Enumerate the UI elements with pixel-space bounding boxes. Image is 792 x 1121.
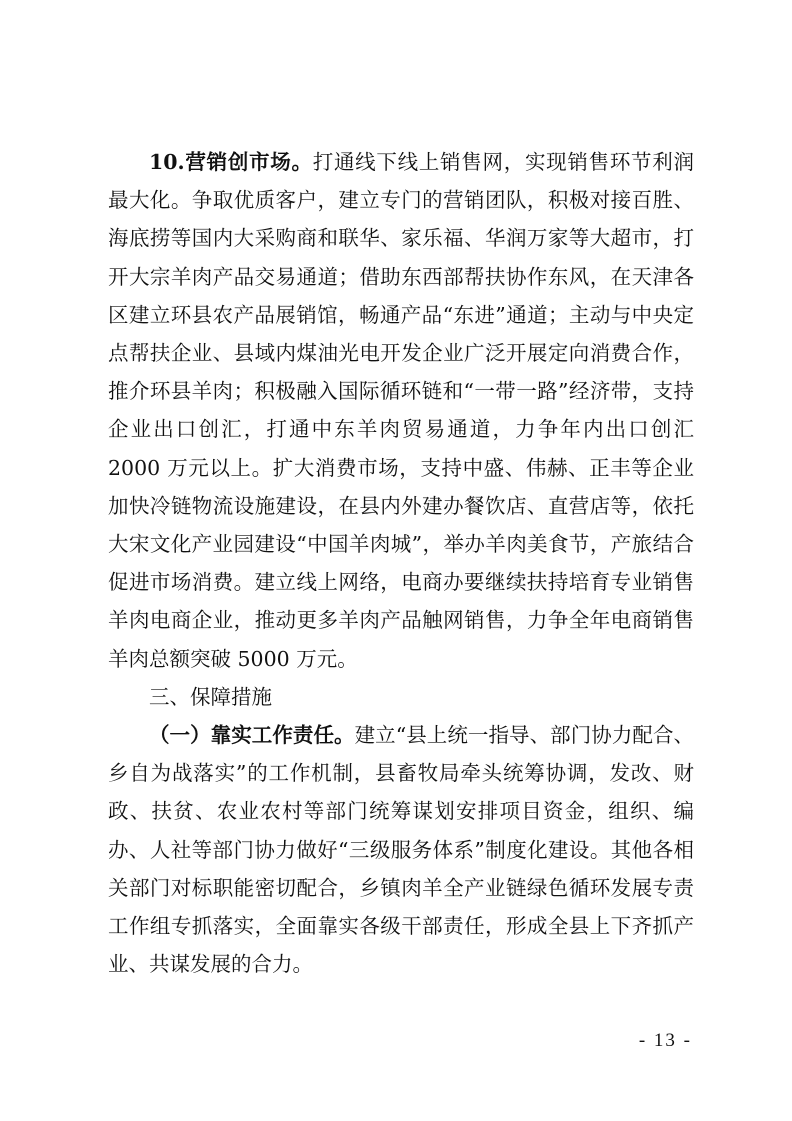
paragraph-marketing	[108, 143, 694, 678]
page-number: - 13 -	[638, 1030, 692, 1051]
paragraph-lead-responsibility: （一）靠实工作责任。	[149, 723, 355, 748]
paragraph-responsibility	[108, 716, 694, 983]
paragraph-text-marketing: 打通线下线上销售网，实现销售环节利润最大化。争取优质客户，建立专门的营销团队，积极对接百胜、海底捞等国内大采购商和联华、家乐福、华润万家等大超市，打开大宗羊肉产品交易通道；借助东西部帮扶协作东风，在天津各区建立环县农产品展销馆，畅通产品“东进”通道；主动与中央定点帮扶企业、县域内煤油光电开发企业广泛开展定向消费合作，推介环县羊肉；积极融入国际循环链和“一带一路”经济带，支持企业出口创汇，打通中东羊肉贸易通道，力争年内出口创汇 2000 万元以上。扩大消费市场，支持中盛、伟赫、正丰等企业加快冷链物流设施建设，在县内外建办餐饮店、直营店等，依托大宋文化产业园建设“中国羊肉城”，举办羊肉美食节，产旅结合促进市场消费。建立线上网络，电商办要继续扶持培育专业销售羊肉电商企业，推动更多羊肉产品触网销售，力争全年电商销售羊肉总额突破 5000 万元。	[108, 150, 694, 671]
paragraph-lead-marketing: 10.营销创市场。	[149, 150, 313, 174]
paragraph-text-responsibility: 建立“县上统一指导、部门协力配合、乡自为战落实”的工作机制，县畜牧局牵头统筹协调，发改、财政、扶贫、农业农村等部门统筹谋划安排项目资金，组织、编办、人社等部门协力做好“三级服务体系”制度化建设。其他各相关部门对标职能密切配合，乡镇肉羊全产业链绿色循环发展专责工作组专抓落实，全面靠实各级干部责任，形成全县上下齐抓产业、共谋发展的合力。	[108, 723, 695, 977]
section-heading: 三、保障措施	[149, 684, 272, 709]
document-body	[108, 143, 694, 983]
